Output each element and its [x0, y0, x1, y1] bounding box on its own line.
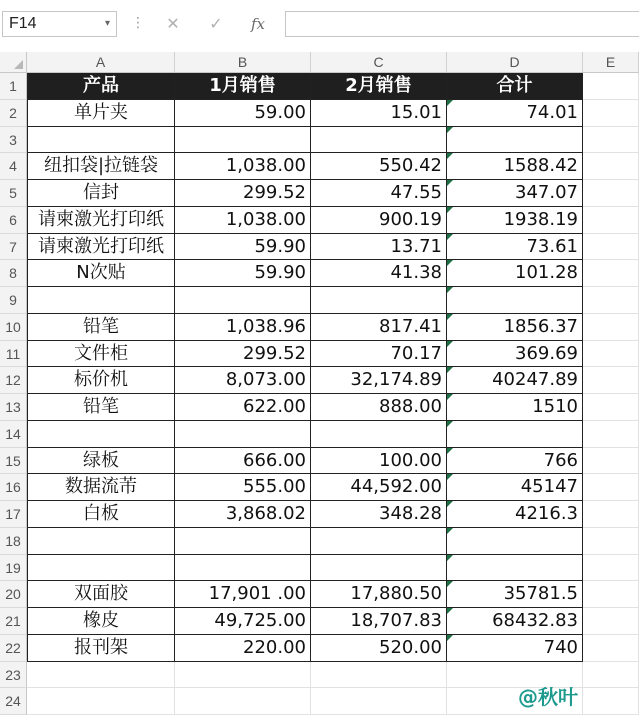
- sheet-cell[interactable]: [583, 153, 639, 180]
- table-cell[interactable]: 铅笔: [27, 314, 175, 341]
- row-header[interactable]: 2: [0, 100, 27, 127]
- table-cell[interactable]: 900.19: [311, 207, 447, 234]
- error-indicator-icon: [447, 394, 453, 400]
- sheet-cell[interactable]: [583, 287, 639, 314]
- cell-value: 369.69: [515, 342, 578, 364]
- cell-value: 1938.19: [503, 208, 578, 230]
- table-cell[interactable]: [175, 127, 311, 154]
- table-cell[interactable]: [447, 234, 583, 261]
- table-cell[interactable]: [311, 421, 447, 448]
- row-header[interactable]: 20: [0, 581, 27, 608]
- table-cell[interactable]: [447, 608, 583, 635]
- table-cell[interactable]: [447, 474, 583, 501]
- row-header[interactable]: 22: [0, 635, 27, 662]
- table-cell[interactable]: [447, 421, 583, 448]
- table-cell[interactable]: 信封: [27, 180, 175, 207]
- table-cell[interactable]: 17,901 .00: [175, 581, 311, 608]
- table-cell[interactable]: 666.00: [175, 448, 311, 475]
- enter-icon[interactable]: ✓: [209, 14, 223, 33]
- table-cell[interactable]: [27, 555, 175, 582]
- sheet-cell[interactable]: [583, 234, 639, 261]
- error-indicator-icon: [447, 234, 453, 240]
- watermark: @秋叶: [518, 685, 578, 709]
- table-cell[interactable]: 47.55: [311, 180, 447, 207]
- table-cell[interactable]: 41.38: [311, 260, 447, 287]
- row-header[interactable]: 15: [0, 448, 27, 475]
- table-cell[interactable]: 8,073.00: [175, 367, 311, 394]
- table-cell[interactable]: [175, 555, 311, 582]
- row-header[interactable]: 12: [0, 367, 27, 394]
- table-cell[interactable]: 817.41: [311, 314, 447, 341]
- sheet-cell[interactable]: [583, 421, 639, 448]
- sheet-cell[interactable]: [583, 394, 639, 421]
- table-cell[interactable]: 数据流芾: [27, 474, 175, 501]
- table-cell[interactable]: 17,880.50: [311, 581, 447, 608]
- cell-value: 73.61: [526, 235, 578, 257]
- row-header[interactable]: 13: [0, 394, 27, 421]
- cell-value: 4216.3: [515, 503, 578, 524]
- table-cell[interactable]: 44,592.00: [311, 474, 447, 501]
- table-cell[interactable]: [27, 127, 175, 154]
- error-indicator-icon: [447, 287, 453, 293]
- table-header-cell[interactable]: 2月销售: [311, 73, 447, 100]
- table-cell[interactable]: 文件柜: [27, 341, 175, 368]
- sheet-cell[interactable]: [583, 608, 639, 635]
- row-header[interactable]: 10: [0, 314, 27, 341]
- table-cell[interactable]: [175, 528, 311, 555]
- column-header-e[interactable]: E: [583, 52, 639, 72]
- sheet-cell[interactable]: [27, 688, 175, 715]
- table-cell[interactable]: [311, 555, 447, 582]
- sheet-cell[interactable]: [583, 448, 639, 475]
- sheet-cell[interactable]: [583, 314, 639, 341]
- table-cell[interactable]: 59.00: [175, 100, 311, 127]
- formula-bar: [0, 0, 639, 50]
- table-header-cell[interactable]: 产品: [27, 73, 175, 100]
- row-header[interactable]: 4: [0, 153, 27, 180]
- error-indicator-icon: [447, 448, 453, 454]
- sheet-cell[interactable]: [583, 688, 639, 715]
- row-header[interactable]: 18: [0, 528, 27, 555]
- table-header-cell[interactable]: 合计: [447, 73, 583, 100]
- insert-function-icon[interactable]: fx: [250, 15, 265, 33]
- table-cell[interactable]: 13.71: [311, 234, 447, 261]
- sheet-cell[interactable]: [583, 367, 639, 394]
- table-cell[interactable]: [447, 367, 583, 394]
- table-cell[interactable]: [447, 501, 583, 528]
- table-cell[interactable]: [447, 635, 583, 662]
- row-header[interactable]: 8: [0, 260, 27, 287]
- sheet-cell[interactable]: [583, 180, 639, 207]
- name-box[interactable]: [2, 11, 117, 37]
- row-header[interactable]: 14: [0, 421, 27, 448]
- table-cell[interactable]: 49,725.00: [175, 608, 311, 635]
- row-header[interactable]: 6: [0, 207, 27, 234]
- name-box-value: F14: [9, 15, 37, 32]
- table-cell[interactable]: N次贴: [27, 260, 175, 287]
- table-cell[interactable]: 绿板: [27, 448, 175, 475]
- error-indicator-icon: [447, 153, 453, 159]
- sheet-cell[interactable]: [311, 688, 447, 715]
- sheet-cell[interactable]: [311, 662, 447, 689]
- table-cell[interactable]: [447, 341, 583, 368]
- table-header-cell[interactable]: 1月销售: [175, 73, 311, 100]
- table-cell[interactable]: 请柬激光打印纸: [27, 234, 175, 261]
- table-cell[interactable]: 铅笔: [27, 394, 175, 421]
- table-cell[interactable]: 单片夹: [27, 100, 175, 127]
- cell-value: 766: [543, 449, 578, 471]
- table-cell[interactable]: 100.00: [311, 448, 447, 475]
- table-cell[interactable]: 1,038.00: [175, 207, 311, 234]
- table-cell[interactable]: [447, 260, 583, 287]
- sheet-cell[interactable]: [583, 100, 639, 127]
- table-cell[interactable]: 15.01: [311, 100, 447, 127]
- table-cell[interactable]: [447, 314, 583, 341]
- row-header[interactable]: 23: [0, 662, 27, 689]
- sheet-cell[interactable]: [583, 635, 639, 662]
- column-header-c[interactable]: C: [311, 52, 447, 72]
- error-indicator-icon: [447, 635, 453, 641]
- table-cell[interactable]: [447, 528, 583, 555]
- cell-value: 347.07: [515, 182, 578, 203]
- cell-value: 68432.83: [492, 610, 578, 631]
- column-header-a[interactable]: A: [27, 52, 175, 72]
- table-cell[interactable]: 555.00: [175, 474, 311, 501]
- table-cell[interactable]: 888.00: [311, 394, 447, 421]
- table-cell[interactable]: [175, 421, 311, 448]
- table-cell[interactable]: [447, 100, 583, 127]
- table-cell[interactable]: [175, 287, 311, 314]
- error-indicator-icon: [447, 528, 453, 534]
- row-header[interactable]: 3: [0, 127, 27, 154]
- cell-value: 740: [543, 636, 578, 658]
- row-header[interactable]: 7: [0, 234, 27, 261]
- table-cell[interactable]: 报刊架: [27, 635, 175, 662]
- table-cell[interactable]: 299.52: [175, 180, 311, 207]
- sheet-cell[interactable]: [583, 341, 639, 368]
- error-indicator-icon: [447, 341, 453, 347]
- table-cell[interactable]: 1,038.00: [175, 153, 311, 180]
- error-indicator-icon: [447, 608, 453, 614]
- row-header[interactable]: 11: [0, 341, 27, 368]
- error-indicator-icon: [447, 314, 453, 320]
- table-cell[interactable]: 70.17: [311, 341, 447, 368]
- table-cell[interactable]: [311, 287, 447, 314]
- column-header-d[interactable]: D: [447, 52, 583, 72]
- cell-value: 1510: [532, 396, 578, 417]
- row-header[interactable]: 19: [0, 555, 27, 582]
- error-indicator-icon: [447, 207, 453, 213]
- row-header[interactable]: 9: [0, 287, 27, 314]
- error-indicator-icon: [447, 581, 453, 587]
- row-header[interactable]: 5: [0, 180, 27, 207]
- column-header-b[interactable]: B: [175, 52, 311, 72]
- sheet-cell[interactable]: [583, 127, 639, 154]
- row-header[interactable]: 16: [0, 474, 27, 501]
- table-cell[interactable]: [447, 394, 583, 421]
- sheet-cell[interactable]: [583, 581, 639, 608]
- row-header[interactable]: 21: [0, 608, 27, 635]
- select-all-corner[interactable]: [0, 52, 27, 72]
- sheet-cell[interactable]: [583, 555, 639, 582]
- row-header[interactable]: 17: [0, 501, 27, 528]
- error-indicator-icon: [447, 421, 453, 427]
- table-cell[interactable]: 348.28: [311, 501, 447, 528]
- cell-value: 1588.42: [503, 155, 578, 177]
- error-indicator-icon: [447, 260, 453, 266]
- table-cell[interactable]: 1,038.96: [175, 314, 311, 341]
- table-cell[interactable]: [27, 287, 175, 314]
- more-options-icon[interactable]: ⋮: [131, 15, 145, 31]
- table-cell[interactable]: 请柬激光打印纸: [27, 207, 175, 234]
- cell-value: 45147: [520, 476, 578, 498]
- column-headers: [0, 52, 639, 73]
- table-cell[interactable]: 18,707.83: [311, 608, 447, 635]
- table-cell[interactable]: 622.00: [175, 394, 311, 421]
- table-cell[interactable]: [311, 127, 447, 154]
- table-cell[interactable]: 59.90: [175, 260, 311, 287]
- sheet-cell[interactable]: [583, 73, 639, 100]
- row-header[interactable]: 1: [0, 73, 27, 100]
- error-indicator-icon: [447, 100, 453, 106]
- cell-value: 101.28: [515, 262, 578, 284]
- error-indicator-icon: [447, 555, 453, 561]
- table-cell[interactable]: 550.42: [311, 153, 447, 180]
- table-cell[interactable]: [447, 555, 583, 582]
- cancel-icon[interactable]: ✕: [166, 14, 180, 33]
- table-cell[interactable]: [447, 127, 583, 154]
- table-cell[interactable]: 520.00: [311, 635, 447, 662]
- sheet-cell[interactable]: [583, 260, 639, 287]
- error-indicator-icon: [447, 367, 453, 373]
- name-box-dropdown-icon[interactable]: ▾: [104, 18, 110, 29]
- table-cell[interactable]: [27, 421, 175, 448]
- table-cell[interactable]: 220.00: [175, 635, 311, 662]
- table-cell[interactable]: 白板: [27, 501, 175, 528]
- table-cell[interactable]: [447, 153, 583, 180]
- table-cell[interactable]: 299.52: [175, 341, 311, 368]
- table-cell[interactable]: 32,174.89: [311, 367, 447, 394]
- table-cell[interactable]: 59.90: [175, 234, 311, 261]
- table-cell[interactable]: [447, 207, 583, 234]
- cell-value: 74.01: [526, 101, 578, 123]
- sheet-cell[interactable]: [583, 474, 639, 501]
- sheet-cell[interactable]: [175, 662, 311, 689]
- table-cell[interactable]: 橡皮: [27, 608, 175, 635]
- table-cell[interactable]: [447, 581, 583, 608]
- table-cell[interactable]: 双面胶: [27, 581, 175, 608]
- table-cell[interactable]: [447, 180, 583, 207]
- cell-value: 35781.5: [503, 583, 578, 605]
- error-indicator-icon: [447, 501, 453, 507]
- error-indicator-icon: [447, 180, 453, 186]
- table-cell[interactable]: [447, 448, 583, 475]
- sheet-cell[interactable]: [583, 662, 639, 689]
- table-cell[interactable]: 3,868.02: [175, 501, 311, 528]
- table-cell[interactable]: 标价机: [27, 367, 175, 394]
- sheet-cell[interactable]: [583, 501, 639, 528]
- sheet-cell[interactable]: [583, 528, 639, 555]
- sheet-cell[interactable]: [27, 662, 175, 689]
- sheet-cell[interactable]: [175, 688, 311, 715]
- row-header[interactable]: 24: [0, 688, 27, 715]
- cell-value: 40247.89: [492, 369, 578, 391]
- error-indicator-icon: [447, 474, 453, 480]
- sheet-cell[interactable]: [583, 207, 639, 234]
- table-cell[interactable]: [27, 528, 175, 555]
- error-indicator-icon: [447, 127, 453, 133]
- table-cell[interactable]: 纽扣袋|拉链袋: [27, 153, 175, 180]
- cell-value: 1856.37: [503, 315, 578, 337]
- table-cell[interactable]: [447, 287, 583, 314]
- formula-input[interactable]: [285, 11, 639, 37]
- table-cell[interactable]: [311, 528, 447, 555]
